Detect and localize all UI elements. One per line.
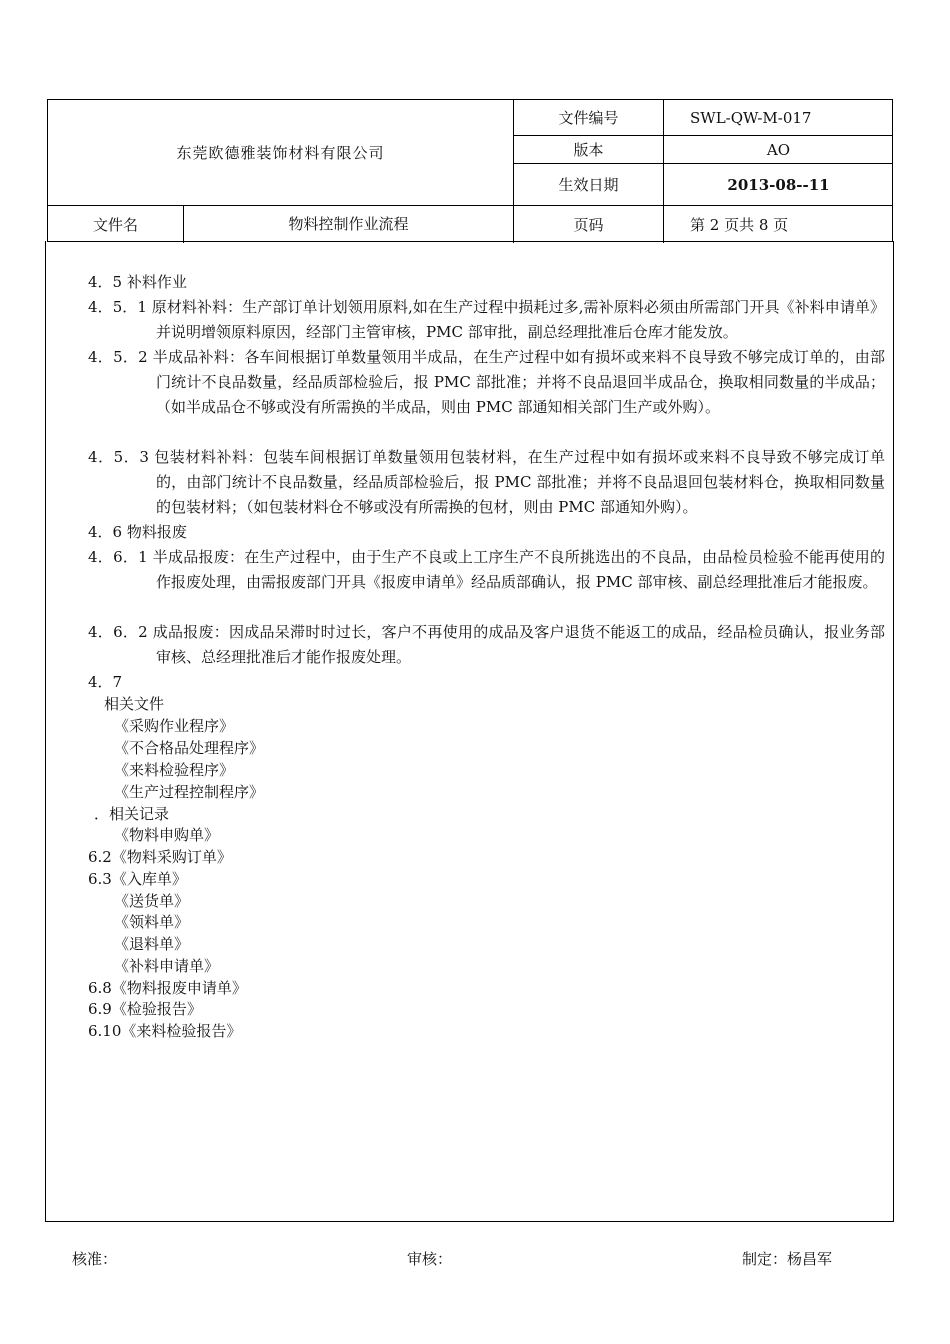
section-heading: 4．7 xyxy=(88,673,123,691)
section-heading: 4．6 物料报废 xyxy=(88,523,187,541)
footer-prepared: 制定：杨昌军 xyxy=(742,1250,833,1268)
related-docs-title: 相关文件 xyxy=(104,695,165,713)
record-item: 《送货单》 xyxy=(114,892,190,910)
related-doc-item: 《来料检验程序》 xyxy=(114,761,235,779)
footer-review: 审核： xyxy=(407,1250,453,1268)
related-doc-item: 《生产过程控制程序》 xyxy=(114,783,265,801)
related-doc-item: 《不合格品处理程序》 xyxy=(114,739,265,757)
doc-no-label: 文件编号 xyxy=(558,109,619,127)
related-doc-item: 《采购作业程序》 xyxy=(114,717,235,735)
document-header-table xyxy=(47,99,893,242)
effective-date-value: 2013-08--11 xyxy=(727,175,830,194)
record-item: 6.3《入库单》 xyxy=(88,870,187,888)
paragraph-4-5-1 xyxy=(88,295,885,345)
doc-no-value: SWL-QW-M-017 xyxy=(690,108,812,127)
records-title: ．相关记录 xyxy=(94,805,170,823)
record-item: 6.2《物料采购订单》 xyxy=(88,848,232,866)
paragraph-4-6-2 xyxy=(88,620,885,670)
record-item: 《领料单》 xyxy=(114,913,190,931)
paragraph-text: 4．5．3 包装材料补料：包装车间根据订单数量领用包装材料，在生产过程中如有损坏或来料不良导致不够完成订单的，由部门统计不良品数量，经品质部检验后，报 PMC 部批准；并将不良品退回包装材料仓，换取相同数量的包装材料；（如包装材料仓不够或没有所需换的包材，则由 PMC 部通知外购）。 xyxy=(88,448,885,516)
effective-date-label: 生效日期 xyxy=(558,176,619,194)
page-value: 第 2 页共 8 页 xyxy=(690,216,789,234)
version-label: 版本 xyxy=(573,141,604,159)
file-name-value: 物料控制作业流程 xyxy=(288,215,409,233)
company-name: 东莞欧德雅装饰材料有限公司 xyxy=(176,144,385,162)
record-item: 《退料单》 xyxy=(114,935,190,953)
record-item: 6.10《来料检验报告》 xyxy=(88,1022,242,1040)
paragraph-4-5-3 xyxy=(88,445,885,520)
file-name-label: 文件名 xyxy=(92,216,138,234)
record-item: 6.9《检验报告》 xyxy=(88,1000,202,1018)
paragraph-text: 4．6．2 成品报废：因成品呆滞时时过长，客户不再使用的成品及客户退货不能返工的成品，经品检员确认，报业务部审核、总经理批准后才能作报废处理。 xyxy=(88,623,885,666)
paragraph-4-5-2 xyxy=(88,345,885,420)
section-heading: 4．5 补料作业 xyxy=(88,273,187,291)
record-item: 《补料申请单》 xyxy=(114,957,220,975)
paragraph-text: 4．5．1 原材料补料：生产部订单计划领用原料,如在生产过程中损耗过多,需补原料必须由所需部门开具《补料申请单》并说明增领原料原因，经部门主管审核，PMC 部审批，副总经理批准后仓库才能发放。 xyxy=(88,298,885,341)
paragraph-text: 4．6．1 半成品报废：在生产过程中，由于生产不良或上工序生产不良所挑选出的不良品，由品检员检验不能再使用的作报废处理，由需报废部门开具《报废申请单》经品质部确认，报 PMC 部审核、副总经理批准后才能报废。 xyxy=(88,548,885,591)
record-item: 《物料申购单》 xyxy=(114,826,220,844)
paragraph-4-6-1 xyxy=(88,545,885,595)
page-label: 页码 xyxy=(573,216,604,234)
record-item: 6.8《物料报废申请单》 xyxy=(88,979,247,997)
paragraph-text: 4．5．2 半成品补料：各车间根据订单数量领用半成品，在生产过程中如有损坏或来料不良导致不够完成订单的，由部门统计不良品数量，经品质部检验后，报 PMC 部批准；并将不良品退回半成品仓，换取相同数量的半成品；（如半成品仓不够或没有所需换的半成品，则由 PMC 部通知相关部门生产或外购）。 xyxy=(88,348,885,416)
footer-approve: 核准： xyxy=(72,1250,118,1268)
version-value: AO xyxy=(766,140,791,159)
